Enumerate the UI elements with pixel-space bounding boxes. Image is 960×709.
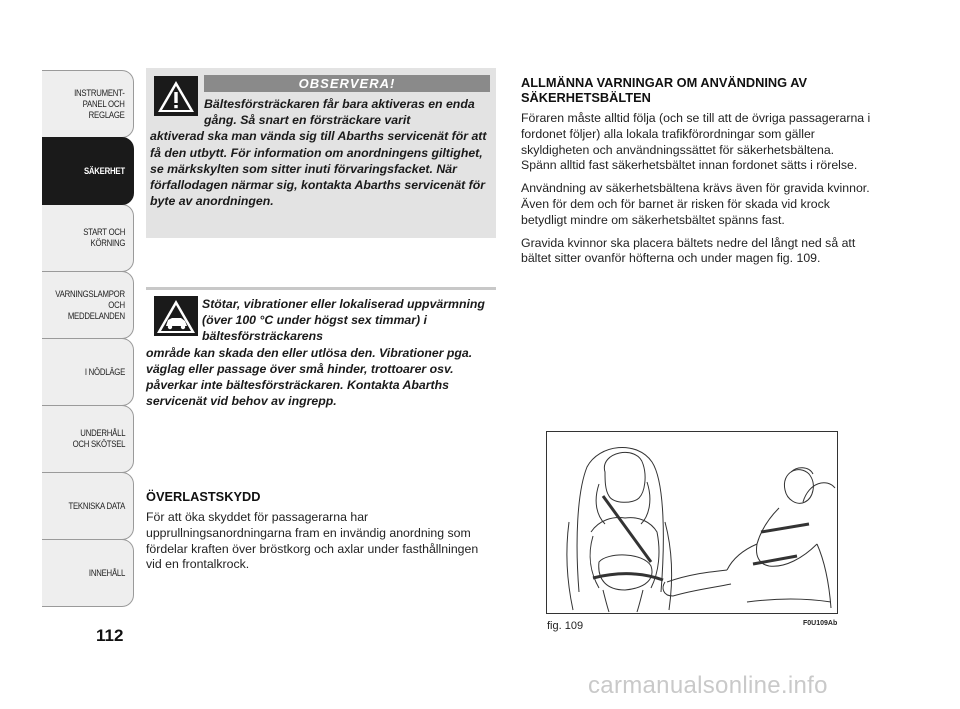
caution-text	[146, 296, 496, 409]
caution-text-rest: område kan skada den eller utlösa den. Vibrationer pga. väglag eller passage över små hinder, trottoarer osv. påverkar inte bältesförsträckaren. Kontakta Abarths servicenät vid behov av ingrepp.	[146, 345, 473, 409]
tab-varningslampor[interactable]	[42, 271, 134, 339]
tab-sakerhet[interactable]	[42, 137, 134, 205]
watermark: carmanualsonline.info	[588, 672, 828, 699]
figure-code: F0U109Ab	[803, 620, 838, 627]
tab-underhall[interactable]	[42, 405, 134, 473]
warning-note-box	[146, 68, 496, 238]
note-text-first: Bältesförsträckaren får bara aktiveras en enda gång. Så snart en försträckare varit	[204, 97, 475, 128]
tab-instrumentpanel[interactable]	[42, 70, 134, 138]
general-warnings-section	[521, 75, 871, 267]
overload-title: ÖVERLASTSKYDD	[146, 489, 261, 504]
general-paragraph: Användning av säkerhetsbältena krävs även för gravida kvinnor. Även för dem och för barnet är risken för skada vid krock betydligt mindre om säkerhetsbältet spänns fast.	[521, 181, 870, 227]
tab-nodlage[interactable]	[42, 338, 134, 406]
figure-label: fig. 109	[547, 620, 584, 632]
observera-badge: OBSERVERA!	[204, 75, 490, 92]
tab-label: SÄKERHET	[84, 165, 125, 177]
tab-label: I NÖDLÄGE	[84, 366, 125, 378]
chapter-tabs	[42, 70, 134, 606]
tab-label: VARNINGSLAMPOR OCH MEDDELANDEN	[55, 288, 125, 322]
section-divider	[146, 287, 496, 290]
page-number: 112	[96, 626, 124, 645]
general-paragraph: Gravida kvinnor ska placera bältets nedre del långt ned så att bältet sitter ovanför höfterna och under magen fig. 109.	[521, 235, 856, 266]
tab-label: INNEHÅLL	[88, 567, 125, 579]
pregnant-passengers-illustration	[547, 432, 837, 613]
tab-start-korning[interactable]	[42, 204, 134, 272]
tab-label: INSTRUMENT- PANEL OCH REGLAGE	[74, 87, 125, 121]
overload-body: För att öka skyddet för passagerarna har upprullningsanordningarna fram en invändig anordning som fördelar kraften över bröstkorg och axlar under fasthållningen vid en frontalkrock.	[146, 510, 479, 572]
overload-section	[146, 489, 496, 573]
caution-text-first: Stötar, vibrationer eller lokaliserad uppvärmning (över 100 °C under högst sex timmar) i bältesförsträckarens	[202, 297, 485, 344]
caution-box	[146, 292, 496, 432]
figure-109-illustration	[546, 431, 838, 614]
note-text	[150, 96, 492, 209]
general-paragraph: Föraren måste alltid följa (och se till att de övriga passagerarna i fordonet följer) alla lokala trafikförordningar som gäller skyldigheten och användningssättet för säkerhetsbältena. Spänn alltid fast säkerhetsbältet innan fordonet sätts i rörelse.	[521, 111, 871, 173]
note-text-rest: aktiverad ska man vända sig till Abarths servicenät för att få den utbytt. För information om anordningens giltighet, se märkskylten som sitter inuti förvaringsfacket. När förfallodagen närmar sig, kontakta Abarths servicenät för byte av anordningen.	[150, 129, 487, 209]
tab-label: TEKNISKA DATA	[68, 500, 125, 512]
tab-label: START OCH KÖRNING	[83, 227, 125, 249]
tab-label: UNDERHÅLL OCH SKÖTSEL	[72, 428, 125, 450]
tab-innehall[interactable]	[42, 539, 134, 607]
general-title: ALLMÄNNA VARNINGAR OM ANVÄNDNING AV SÄKERHETSBÄLTEN	[521, 75, 808, 105]
tab-tekniska-data[interactable]	[42, 472, 134, 540]
